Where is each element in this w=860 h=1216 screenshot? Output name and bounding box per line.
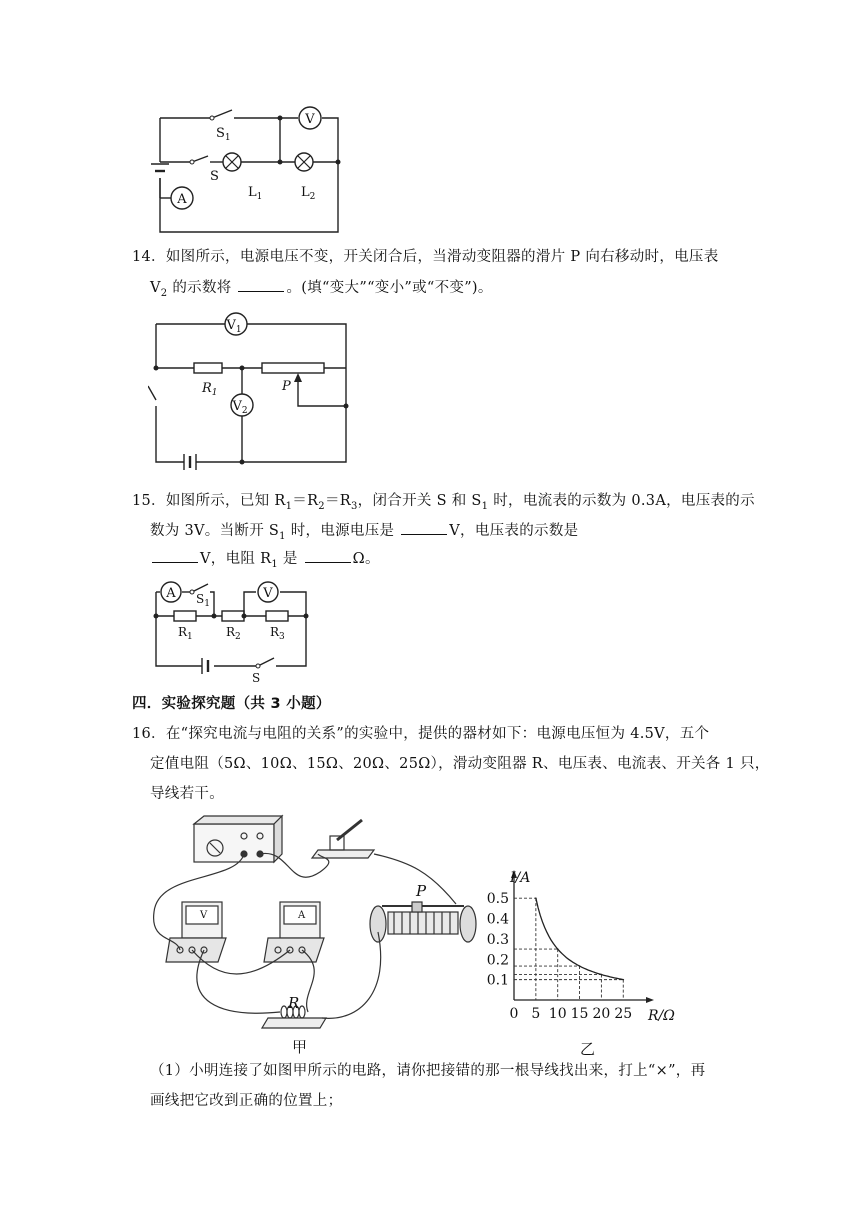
fig15-r1-label: $R_1$ <box>178 625 193 642</box>
q15-resistance-blank[interactable] <box>305 548 351 563</box>
q16-sub1-line2: 画线把它改到正确的位置上； <box>150 1093 343 1109</box>
data-point <box>622 979 624 981</box>
x-tick-label: 5 <box>531 1006 541 1022</box>
q16-sub1-line1: （1）小明连接了如图甲所示的电路，请你把接错的那一根导线找出来，打上“×”，再 <box>150 1063 706 1079</box>
x-tick-label: 10 <box>548 1006 567 1022</box>
q16-line2: 定值电阻（5Ω、10Ω、15Ω、20Ω、25Ω），滑动变阻器 R、电压表、电流表、开关各 1 只， <box>150 756 770 772</box>
jia-resistor-r-label: R <box>288 994 300 1012</box>
section-4-title: 四．实验探究题（共 3 小题） <box>132 696 331 712</box>
figure-label-yi: 乙 <box>580 1040 596 1058</box>
y-tick-label: 0.3 <box>486 931 509 948</box>
q14-line1: 14．如图所示，电源电压不变，开关闭合后，当滑动变阻器的滑片 P 向右移动时，电压表 <box>132 249 719 265</box>
fig13-s1-label: $S_1$ <box>216 126 231 143</box>
y-tick-label: 0.4 <box>486 911 509 928</box>
q14-line2: $V_2$ 的示数将 。(填“变大”“变小”或“不变”)。 <box>150 277 493 304</box>
q16-line3: 导线若干。 <box>150 786 224 802</box>
figure-13-circuit <box>140 100 350 240</box>
x-tick-label: 0 <box>509 1006 519 1022</box>
fig14-v1-label: $V_1$ <box>226 318 242 335</box>
figure-16-jia-apparatus <box>140 812 500 1058</box>
fig13-l2-label: $L_2$ <box>301 185 316 202</box>
data-point <box>601 974 603 976</box>
jia-voltmeter-label: V <box>200 910 208 921</box>
figure-16-yi-chart <box>484 862 684 1062</box>
fig15-v-label: V <box>263 586 273 601</box>
jia-slider-p-label: P <box>416 882 427 900</box>
jia-ammeter-label: A <box>298 910 306 921</box>
y-tick-label: 0.1 <box>486 972 509 989</box>
figure-label-jia: 甲 <box>292 1038 308 1056</box>
q16-line1: 16．在“探究电流与电阻的关系”的实验中，提供的器材如下：电源电压恒为 4.5V，五个 <box>132 726 710 742</box>
fig14-r1-label: $R_1$ <box>202 381 218 398</box>
q15-line2: 数为 3V。当断开 $S_1$ 时，电源电压是 V，电压表的示数是 <box>150 520 578 547</box>
x-tick-label: 25 <box>614 1006 633 1022</box>
y-tick-label: 0.5 <box>486 891 509 908</box>
fig15-r3-label: $R_3$ <box>270 625 285 642</box>
fig14-p-label: P <box>282 379 291 394</box>
fig13-v-label: V <box>305 112 315 127</box>
data-point <box>579 965 581 967</box>
q15-voltmeter-blank[interactable] <box>152 548 198 563</box>
x-axis-arrow <box>646 997 654 1003</box>
fig14-v2-label: $V_2$ <box>232 399 248 416</box>
q14-answer-blank[interactable] <box>238 277 284 292</box>
lamp-l2 <box>295 153 313 171</box>
y-axis-label: I/A <box>510 870 531 886</box>
q15-line1: 15．如图所示，已知 $R_1=R_2=R_3$，闭合开关 S 和 $S_1$ 时，电流表的示数为 0.3A，电压表的示 <box>132 493 755 512</box>
data-point <box>535 897 537 899</box>
fig15-r2-label: $R_2$ <box>226 625 241 642</box>
y-tick-label: 0.2 <box>486 952 509 969</box>
fig13-s-label: S <box>210 169 219 184</box>
fig15-a-label: A <box>166 586 176 601</box>
x-axis-label: R/Ω <box>648 1008 675 1024</box>
fig13-l1-label: $L_1$ <box>248 185 263 202</box>
x-tick-label: 20 <box>592 1006 611 1022</box>
fig13-a-label: A <box>177 192 187 207</box>
lamp-l1 <box>223 153 241 171</box>
fig15-s1-label: $S_1$ <box>196 592 210 609</box>
fig15-s-label: S <box>252 671 261 684</box>
x-tick-label: 15 <box>570 1006 589 1022</box>
figure-14-circuit <box>148 310 358 470</box>
q15-source-voltage-blank[interactable] <box>401 520 447 535</box>
figure-15-circuit <box>148 578 318 684</box>
q15-line3: V，电阻 $R_1$ 是 Ω。 <box>150 548 380 575</box>
data-point <box>557 948 559 950</box>
